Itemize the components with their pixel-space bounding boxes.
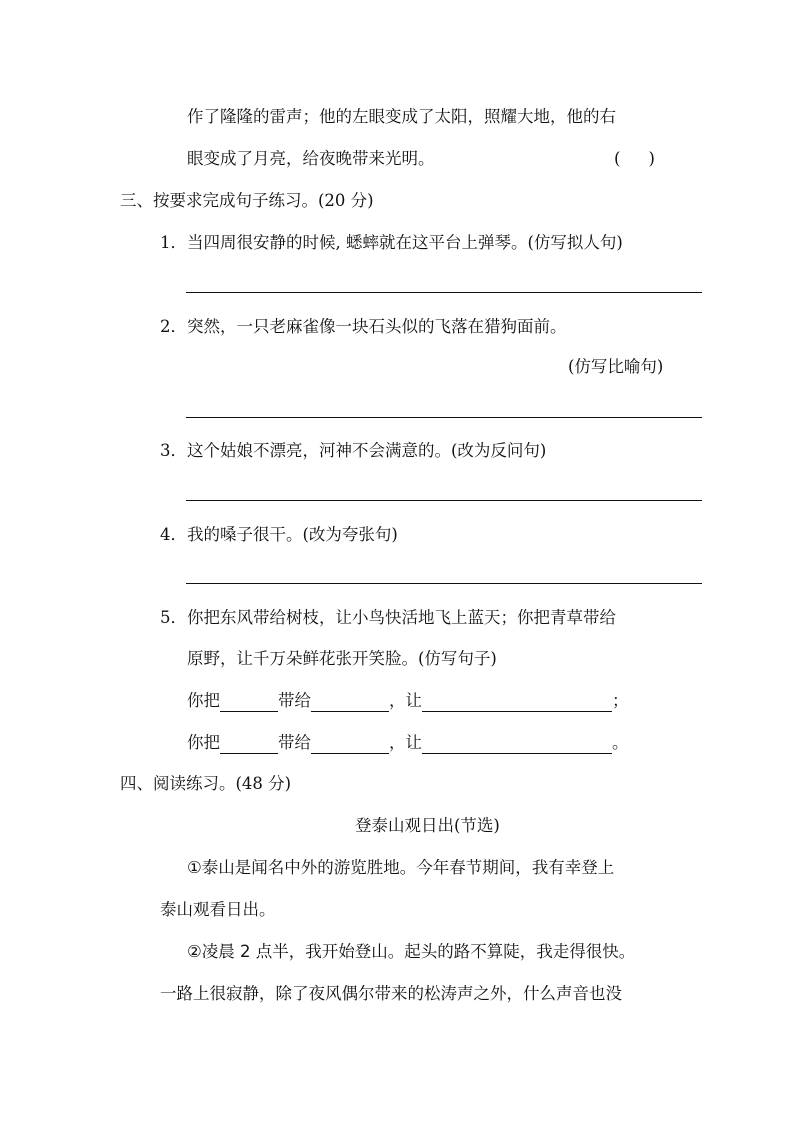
question-2-note: (仿写比喻句) [568, 357, 664, 376]
fill-label-rang: ，让 [389, 733, 422, 752]
fill-end-period: 。 [612, 733, 629, 752]
fill-blank[interactable] [220, 693, 278, 712]
question-3: 3．这个姑娘不漂亮，河神不会满意的。(改为反问句) [160, 441, 547, 460]
answer-line-4[interactable] [186, 583, 702, 584]
section-4-heading: 四、阅读练习。(48 分) [120, 774, 292, 793]
answer-line-3[interactable] [186, 500, 702, 501]
fill-blank[interactable] [311, 735, 389, 754]
section-3-heading: 三、按要求完成句子练习。(20 分) [120, 191, 374, 210]
paren-open: ( [614, 149, 621, 168]
paragraph-2-line-1: ②凌晨 2 点半，我开始登山。起头的路不算陡，我走得很快。 [187, 942, 636, 961]
fill-blank[interactable] [311, 693, 389, 712]
paragraph-1-line-1: ①泰山是闻名中外的游览胜地。今年春节期间，我有幸登上 [187, 858, 615, 877]
answer-line-1[interactable] [186, 292, 702, 293]
question-2: 2．突然，一只老麻雀像一块石头似的飞落在猎狗面前。 [160, 317, 567, 336]
question-4: 4．我的嗓子很干。(改为夸张句) [160, 525, 398, 544]
passage-title [355, 815, 500, 837]
question-5-line-1: 5．你把东风带给树枝，让小鸟快活地飞上蓝天；你把青草带给 [160, 608, 616, 627]
fill-end-semicolon: ； [612, 691, 629, 710]
fill-label-dai-gei: 带给 [278, 691, 311, 710]
answer-parentheses[interactable] [614, 148, 655, 170]
fill-blank[interactable] [220, 735, 278, 754]
paragraph-2-line-2: 一路上很寂静，除了夜风偶尔带来的松涛声之外，什么声音也没 [160, 984, 622, 1003]
fill-sentence-1 [187, 690, 629, 712]
fill-sentence-2 [187, 732, 629, 754]
passage-title-text: 登泰山观日出 [355, 816, 454, 835]
passage-continued-line-1: 作了隆隆的雷声；他的左眼变成了太阳，照耀大地，他的右 [187, 107, 616, 126]
paragraph-1-line-2: 泰山观看日出。 [160, 900, 276, 919]
question-1: 1．当四周很安静的时候, 蟋蟀就在这平台上弹琴。(仿写拟人句) [160, 233, 623, 252]
answer-line-2[interactable] [186, 417, 702, 418]
fill-blank[interactable] [422, 735, 612, 754]
question-5-line-2: 原野，让千万朵鲜花张开笑脸。(仿写句子) [187, 649, 497, 668]
fill-blank[interactable] [422, 693, 612, 712]
paren-close: ) [648, 149, 655, 168]
fill-label-ni-ba: 你把 [187, 733, 220, 752]
passage-continued-line-2: 眼变成了月亮，给夜晚带来光明。 [187, 149, 435, 168]
fill-label-ni-ba: 你把 [187, 691, 220, 710]
passage-title-note: (节选) [454, 816, 500, 835]
fill-label-rang: ，让 [389, 691, 422, 710]
fill-label-dai-gei: 带给 [278, 733, 311, 752]
